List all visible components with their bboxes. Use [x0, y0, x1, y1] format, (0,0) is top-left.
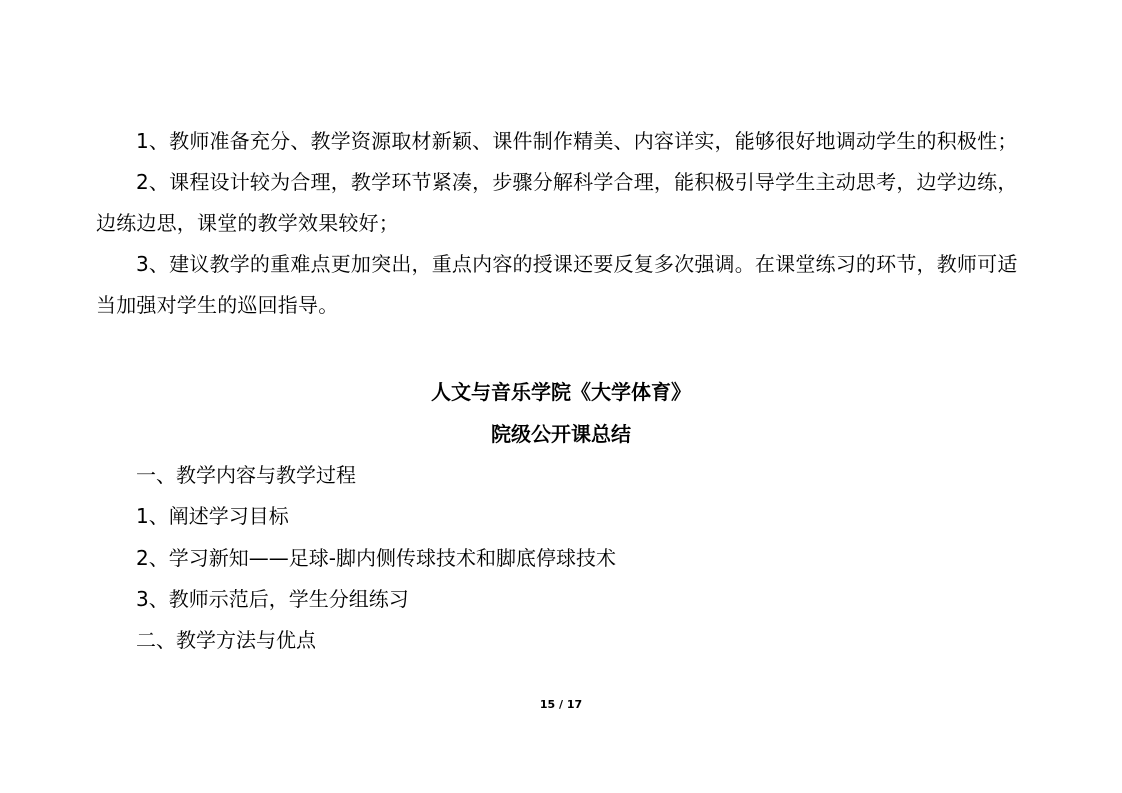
list-item: 二、教学方法与优点 [136, 628, 316, 652]
list-item: 2、学习新知——足球-脚内侧传球技术和脚底停球技术 [136, 546, 616, 570]
section-title: 人文与音乐学院《大学体育》 [431, 380, 691, 404]
page-number: 15 / 17 [539, 698, 583, 711]
list-item: 1、阐述学习目标 [136, 504, 289, 528]
paragraph-2: 2、课程设计较为合理，教学环节紧凑，步骤分解科学合理，能积极引导学生主动思考，边学边练，边练边思，课堂的教学效果较好； [96, 170, 1018, 235]
paragraph-3: 3、建议教学的重难点更加突出，重点内容的授课还要反复多次强调。在课堂练习的环节，教师可适当加强对学生的巡回指导。 [96, 252, 1018, 317]
list-item: 3、教师示范后，学生分组练习 [136, 587, 409, 611]
list-item: 一、教学内容与教学过程 [136, 463, 356, 487]
section-subtitle: 院级公开课总结 [491, 422, 631, 446]
paragraph-1: 1、教师准备充分、教学资源取材新颖、课件制作精美、内容详实，能够很好地调动学生的积极性； [136, 129, 1018, 153]
